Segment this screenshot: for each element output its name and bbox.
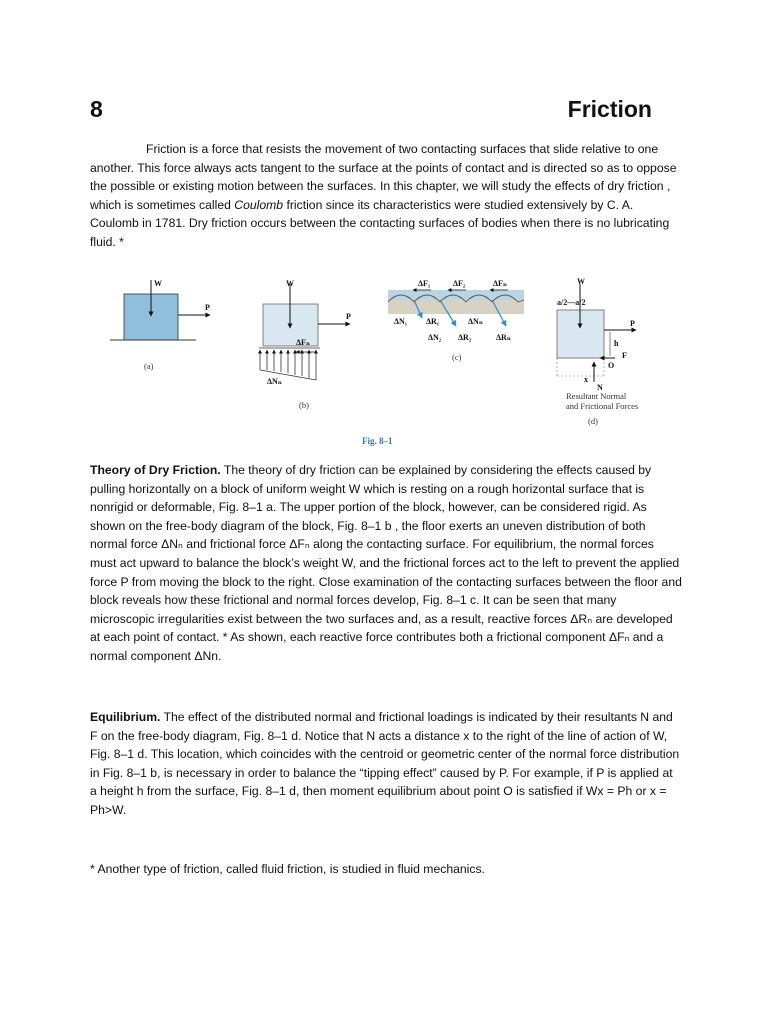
normal-force-distribution <box>259 348 320 380</box>
label-df1: ΔF₁ <box>418 279 431 288</box>
label-n-d: N <box>597 383 603 392</box>
label-x-d: x <box>584 375 588 384</box>
label-dn2: ΔN₂ <box>428 333 442 342</box>
panel-a <box>110 279 210 371</box>
equilibrium-text: The effect of the distributed normal and frictional loadings is indicated by their resultants N and F on the free-body diagram, Fig. 8–1 d. Notice that N acts a distance x to the right of the line of action of W, Fig. 8–1 d. This location, which coincides with the centroid or geometric center of the normal force distribution in Fig. 8–1 b, is necessary in order to balance the “tipping effect” caused by P. For example, if P is applied at a height h from the surface, Fig. 8–1 d, then moment equilibrium about point O is satisfied if Wx = Ph or x = Ph>W. <box>90 710 680 817</box>
label-w-d: W <box>577 277 585 286</box>
panel-b <box>259 279 351 410</box>
panel-c <box>388 279 524 362</box>
label-dr2: ΔR₂ <box>458 333 472 342</box>
label-df-b: ΔFₙ <box>296 338 311 347</box>
label-df2: ΔF₂ <box>453 279 466 288</box>
label-dr1: ΔR₁ <box>426 317 440 326</box>
label-w-a: W <box>154 279 162 288</box>
equilibrium-paragraph <box>90 708 682 820</box>
label-dims-d: a/2—a/2 <box>557 298 586 307</box>
label-dn-b: ΔNₙ <box>267 377 282 386</box>
panel-d <box>557 277 638 426</box>
resultant-line2: and Frictional Forces <box>566 401 639 411</box>
chapter-number: 8 <box>90 96 103 122</box>
intro-text-1: Friction is a force that resists the movement of two contacting surfaces that slide relative to one another. This force always acts tangent to the surface at the points of contact and is directed so as to oppose the possible or existing motion between the surfaces. In this chapter, we will study the effects of dry friction , which is sometimes called <box>90 142 677 212</box>
label-o-d: O <box>608 361 615 370</box>
caption-a: (a) <box>144 361 154 371</box>
intro-paragraph <box>90 140 682 252</box>
label-p-d: P <box>630 319 635 328</box>
label-drn: ΔRₙ <box>496 333 511 342</box>
label-p-a: P <box>205 303 210 312</box>
resultant-line1: Resultant Normal <box>566 391 627 401</box>
lower-surface-c <box>388 300 524 314</box>
theory-text: The theory of dry friction can be explained by considering the effects caused by pulling horizontally on a block of uniform weight W which is resting on a rough horizontal surface that is nonrigid or deformable, Fig. 8–1 a. The upper portion of the block, however, can be considered rigid. As shown on the free-body diagram of the block, Fig. 8–1 b , the floor exerts an uneven distribution of both normal force ΔNₙ and frictional force ΔFₙ along the contacting surface. For equilibrium, the normal forces must act upward to balance the block’s weight W, and the frictional forces act to the left to prevent the applied force P from moving the block to the right. Close examination of the contacting surfaces between the floor and block reveals how these frictional and normal forces develop, Fig. 8–1 c. It can be seen that many microscopic irregularities exist between the two surfaces and, as a result, reactive forces ΔRₙ are developed at each point of contact. * As shown, each reactive force contributes both a frictional component ΔFₙ and a normal component ΔNn. <box>90 463 682 663</box>
caption-c: (c) <box>452 352 462 362</box>
chapter-title: Friction <box>567 96 652 122</box>
theory-paragraph <box>90 461 682 666</box>
label-p-b: P <box>346 312 351 321</box>
caption-b: (b) <box>299 400 309 410</box>
label-dnn: ΔNₙ <box>468 317 483 326</box>
figure-diagram <box>110 272 670 452</box>
intro-italic: Coulomb <box>234 197 284 212</box>
label-h-d: h <box>614 339 619 348</box>
label-dfn: ΔFₙ <box>493 279 508 288</box>
figure-8-1 <box>110 272 670 452</box>
equilibrium-heading: Equilibrium. <box>90 710 161 724</box>
figure-caption: Fig. 8–1 <box>362 436 393 446</box>
label-w-b: W <box>286 279 294 288</box>
intro-text-2: friction since its characteristics were studied extensively by C. A. Coulomb in 1781. Dry friction occurs between the contacting surfaces of bodies when there is no lubricating fluid. * <box>90 197 670 249</box>
caption-d: (d) <box>588 416 598 426</box>
theory-heading: Theory of Dry Friction. <box>90 463 221 477</box>
label-f-d: F <box>622 351 627 360</box>
footnote: * Another type of friction, called fluid friction, is studied in fluid mechanics. <box>90 862 485 876</box>
label-dn1: ΔN₁ <box>394 317 408 326</box>
